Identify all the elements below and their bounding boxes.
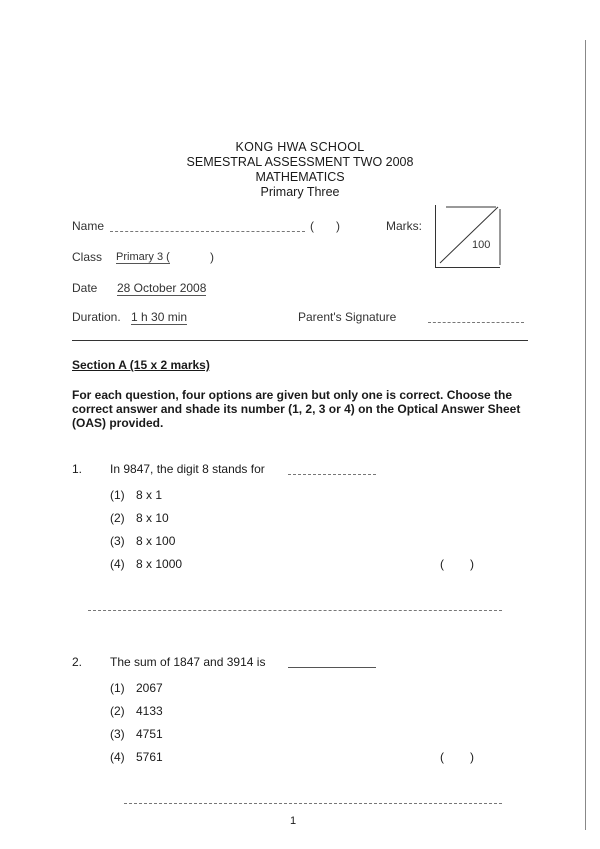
answer-blank: [288, 667, 376, 668]
class-label: Class: [72, 250, 103, 264]
question-number: 1.: [72, 462, 83, 476]
subject-title: MATHEMATICS: [255, 170, 345, 184]
level-title: Primary Three: [260, 185, 340, 199]
page-number: 1: [290, 815, 297, 827]
date-value: 28 October 2008: [117, 281, 207, 295]
marks-total: 100: [472, 239, 491, 251]
duration-value: 1 h 30 min: [131, 310, 188, 324]
option-text: 8 x 1: [136, 488, 163, 502]
option-number: (2): [110, 511, 125, 525]
option-number: (3): [110, 727, 125, 741]
section-title: Section A (15 x 2 marks): [72, 358, 210, 372]
option-text: 8 x 1000: [136, 557, 183, 571]
option-text: 8 x 100: [136, 534, 176, 548]
marks-box: [435, 205, 500, 268]
name-paren-open: (: [310, 219, 314, 233]
question-number: 2.: [72, 655, 83, 669]
answer-paren-open: (: [440, 750, 444, 764]
duration-label: Duration.: [72, 310, 121, 324]
class-value: Primary 3 (: [116, 251, 170, 263]
question-text: The sum of 1847 and 3914 is: [110, 655, 266, 669]
option-number: (3): [110, 534, 125, 548]
option-number: (2): [110, 704, 125, 718]
option-text: 4133: [136, 704, 163, 718]
signature-line: [428, 322, 524, 323]
marks-box-diagonal: [436, 205, 502, 269]
option-text: 2067: [136, 681, 163, 695]
option-number: (4): [110, 557, 125, 571]
question-separator: [88, 610, 502, 611]
date-label: Date: [72, 281, 98, 295]
option-number: (1): [110, 488, 125, 502]
answer-paren-close: ): [470, 557, 474, 571]
answer-paren-close: ): [470, 750, 474, 764]
option-text: 5761: [136, 750, 163, 764]
signature-label: Parent's Signature: [298, 310, 397, 324]
option-number: (1): [110, 681, 125, 695]
name-paren-close: ): [336, 219, 340, 233]
option-text: 4751: [136, 727, 163, 741]
name-label: Name: [72, 219, 105, 233]
answer-blank: [288, 474, 376, 475]
option-text: 8 x 10: [136, 511, 169, 525]
school-name: KONG HWA SCHOOL: [235, 140, 365, 154]
assessment-title: SEMESTRAL ASSESSMENT TWO 2008: [186, 155, 414, 169]
option-number: (4): [110, 750, 125, 764]
header-divider: [72, 340, 528, 341]
answer-paren-open: (: [440, 557, 444, 571]
section-instructions: For each question, four options are given but only one is correct. Choose the correct answer and shade its number (1, 2, 3 or 4) on the Optical Answer Sheet (OAS) provided.: [72, 388, 521, 430]
exam-header: [0, 140, 600, 200]
question-separator: [124, 803, 502, 804]
question-text: In 9847, the digit 8 stands for: [110, 462, 265, 476]
class-paren-close: ): [210, 250, 214, 264]
name-line: [110, 231, 305, 232]
marks-label: Marks:: [386, 219, 422, 233]
